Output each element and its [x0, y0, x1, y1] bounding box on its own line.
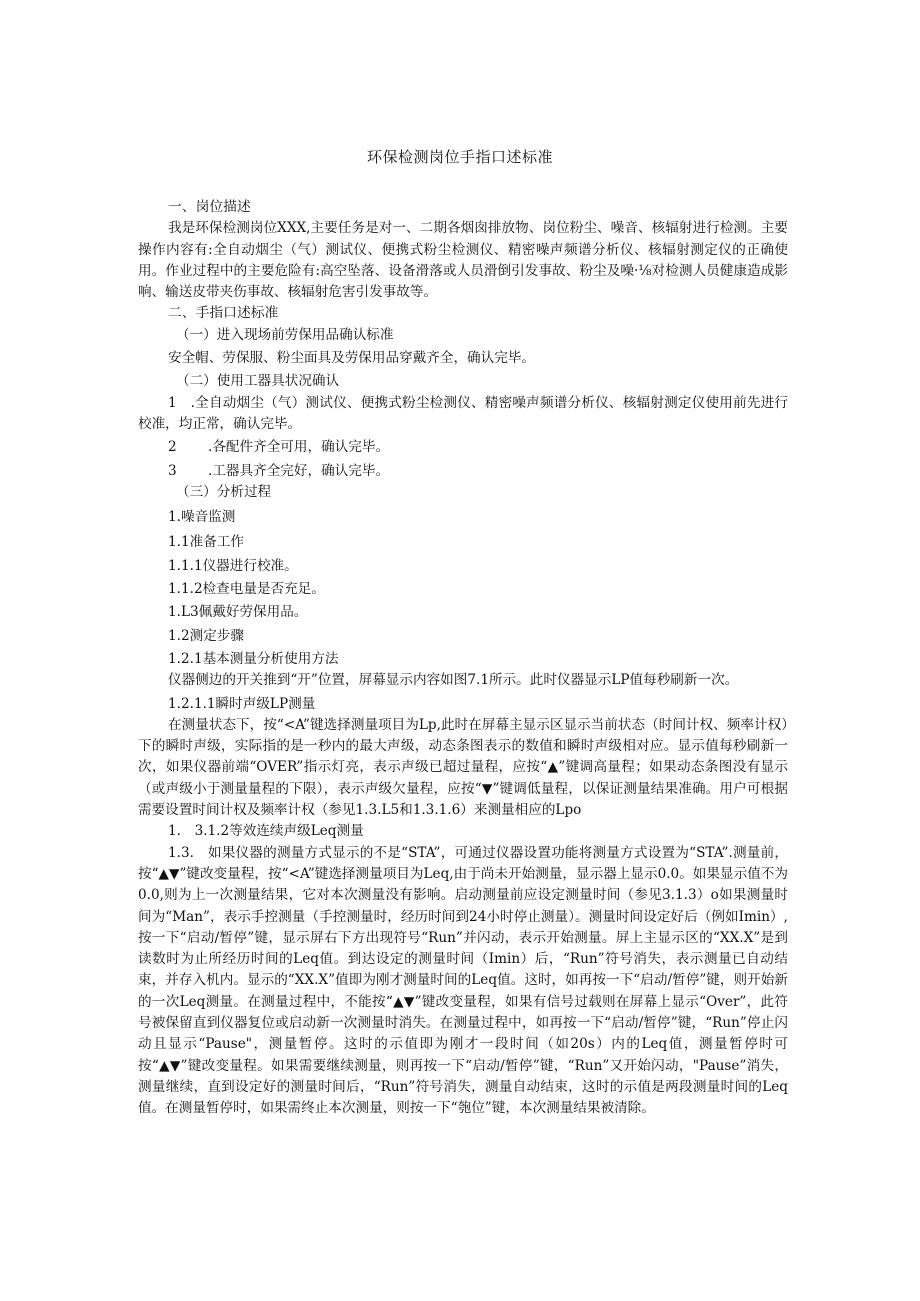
subsection-heading-analysis-process: （三）分析过程 — [176, 483, 272, 500]
heading-leq-measurement: 1. 3.1.2等效连续声级Leq测量 — [168, 823, 364, 840]
prep-item-ppe: 1.L3佩戴好劳保用品。 — [168, 604, 308, 621]
document-body — [138, 197, 788, 1119]
section-heading-job-description: 一、岗位描述 — [168, 199, 251, 215]
tool-check-item-3-text: .工器具齐全完好，确认完毕。 — [208, 462, 390, 479]
tool-check-item-2 — [138, 437, 788, 458]
heading-basic-method: 1.2.1基本测量分析使用方法 — [168, 650, 339, 667]
instant-level-lp-paragraph: 在测量状态下，按“<A”键选择测量项目为Lp,此时在屏幕主显示区显示当前状态（时间计权、频率计权）下的瞬时声级，实际指的是一秒内的最大声级，动态条图表示的数值和瞬时声级相对应。显示值每秒刷新一次，如果仪器前端“OVER”指示灯亮，表示声级已超过量程，应按“▲”键调高量程；如果动态条图没有显示（或声级小于测量量程的下限），表示声级欠量程，应按“▼”键调低量程，以保证测量结果准确。用户可根据需要设置时间计权及频率计权（参见1.3.L5和1.3.1.6）来测量相应的Lpo — [138, 716, 788, 819]
tool-check-item-2-text: .各配件齐全可用，确认完毕。 — [208, 439, 390, 456]
heading-measurement-steps: 1.2测定步骤 — [168, 627, 244, 644]
heading-instant-level-lp: 1.2.1.1瞬时声级LP测量 — [168, 695, 316, 712]
subsection-heading-tool-check: （二）使用工器具状况确认 — [176, 373, 340, 390]
heading-noise-monitoring: 1.噪音监测 — [168, 509, 236, 526]
prep-item-battery: 1.1.2检查电量是否充足。 — [168, 581, 325, 598]
leq-measurement-paragraph: 1.3. 如果仪器的测量方式显示的不是“STA”，可通过仪器设置功能将测量方式设置为“STA”.测量前，按“▲▼”键改变量程，按“<A”键选择测量项目为Leq,由于尚未开始测量，显示器上显示0.0。如果显示值不为0.0,则为上一次测量结果，它对本次测量没有影响。启动测量前应设定测量时间（参见3.1.3）o如果测量时间为“Man”，表示手控测量（手控测量时，经历时间到24小时停止测量）。测量时间设定好后（例如Imin）,按一下“启动/暂停”键，显示屏右下方出现符号“Run”并闪动，表示开始测量。屏上主显示区的“XX.X”是到读数时为止所经历时间的Leq值。到达设定的测量时间（Imin）后，“Run”符号消失，表示测量已自动结束，并存入机内。显示的“XX.X”值即为刚才测量时间的Leq值。这时，如再按一下“启动/暂停”键，则开始新的一次Leq测量。在测量过程中，不能按“▲▼”键改变量程，如果有信号过载则在屏幕上显示“Over”，此符号被保留直到仪器复位或启动新一次测量时消失。在测量过程中，如再按一下“启动/暂停”键，“Run”停止闪动且显示“Pause"，测量暂停。这时的示值即为刚才一段时间（如20s）内的Leq值，测量暂停时可按“▲▼”键改变量程。如果需要继续测量，则再按一下“启动/暂停”键，“Run”又开始闪动，"Pause”消失，测量继续，直到设定好的测量时间后，“Run”符号消失，测量自动结束，这时的示值是两段测量时间的Leq值。在测量暂停时，如果需终止本次测量，则按一下“匏位”键，本次测量结果被清除。 — [138, 844, 788, 1117]
subsection-heading-ppe-check: （一）进入现场前劳保用品确认标准 — [176, 326, 394, 343]
tool-check-item-1: 1 .全自动烟尘（气）测试仪、便携式粉尘检测仪、精密噪声频谱分析仪、核辐射测定仪使用前先进行校准，均正常，确认完毕。 — [138, 394, 788, 432]
prep-item-calibrate: 1.1.1仪器进行校准。 — [168, 557, 298, 574]
tool-check-item-3-number: 3 — [168, 462, 177, 479]
ppe-check-paragraph: 安全帽、劳保服、粉尘面具及劳保用品穿戴齐全，确认完毕。 — [168, 350, 536, 367]
tool-check-item-2-number: 2 — [168, 439, 177, 456]
basic-method-paragraph: 仪器侧边的开关推到“开”位置，屏幕显示内容如图7.1所示。此时仪器显示LP值每秒刷新一次。 — [168, 672, 739, 689]
heading-preparation: 1.1准备工作 — [168, 534, 244, 551]
tool-check-item-3 — [138, 461, 788, 482]
section-heading-finger-oral-standard: 二、手指口述标准 — [168, 305, 279, 322]
document-title: 环保检测岗位手指口述标准 — [366, 148, 553, 166]
job-description-paragraph: 我是环保检测岗位XXX,主要任务是对一、二期各烟囱排放物、岗位粉尘、噪音、核辐射进行检测。主要操作内容有:全自动烟尘（气）测试仪、便携式粉尘检测仪、精密噪声频谱分析仪、核辐射测定仪的正确使用。作业过程中的主要危险有:高空坠落、设备滑落或人员滑倒引发事故、粉尘及噪·⅛对检测人员健康造成影响、输送皮带夹伤事故、核辐射危害引发事故等。 — [138, 220, 788, 301]
